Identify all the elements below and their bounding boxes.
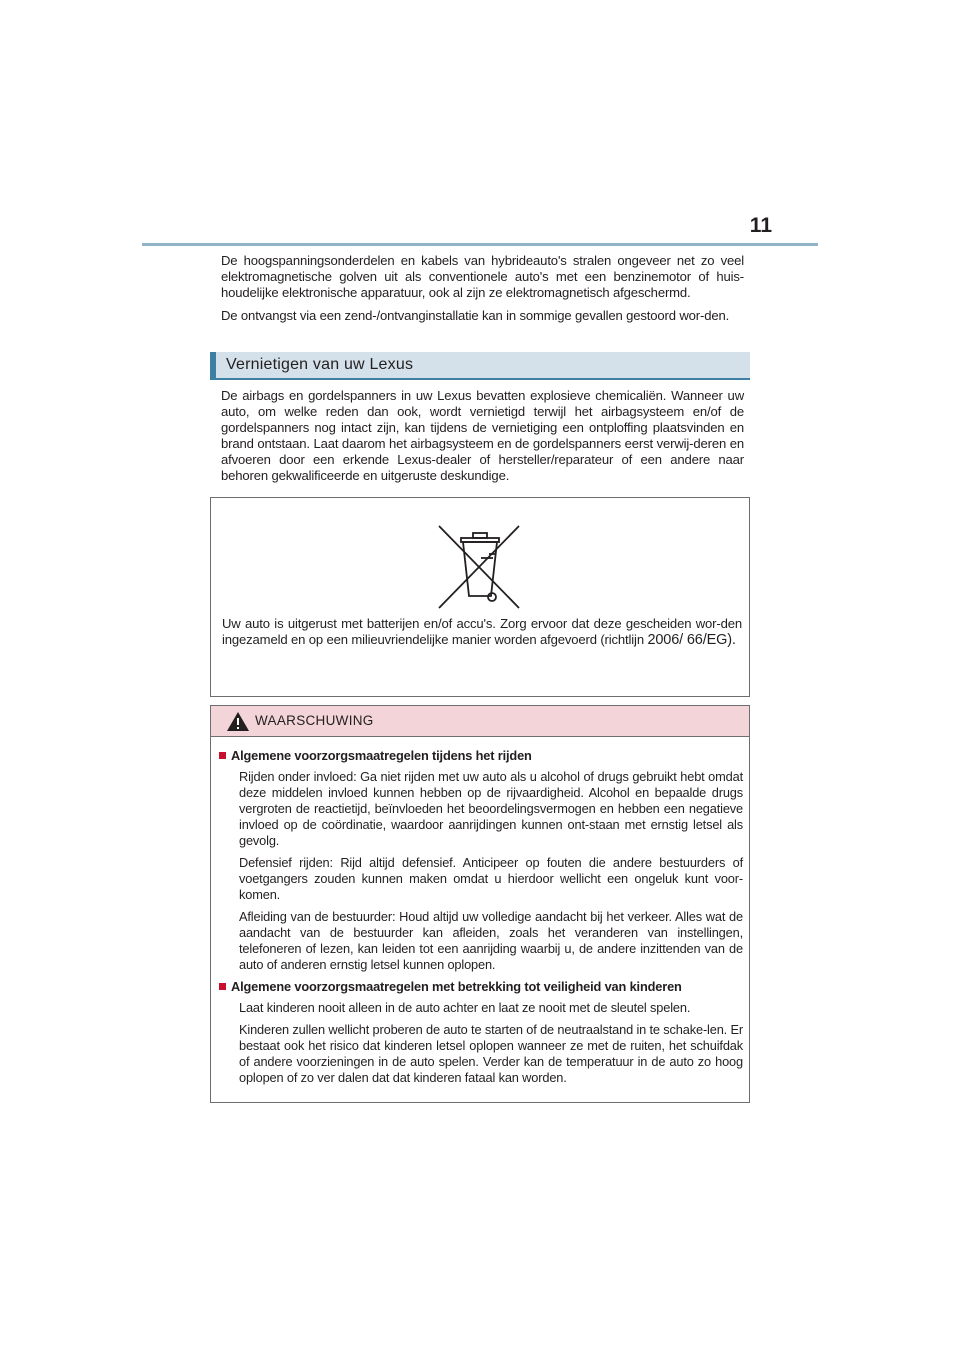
warning-paragraph: Kinderen zullen wellicht proberen de auto te starten of de neutraalstand in te schake-len. Er bestaat ook het risico dat kinderen letsel oplopen wanneer ze met de ruiten, het schuifdak of andere voorzieningen in de auto spelen. Verder kan de temperatuur in de auto zo hoog oplopen of zo ver dalen dat dat kinderen fataal kan worden. xyxy=(239,1022,743,1085)
crossed-out-wheelie-bin-icon xyxy=(437,524,523,610)
red-square-bullet-icon xyxy=(219,983,226,990)
warning-header xyxy=(211,706,749,737)
warning-paragraph: Laat kinderen nooit alleen in de auto achter en laat ze nooit met de sleutel spelen. xyxy=(239,1000,691,1015)
warning-subheading-text: Algemene voorzorgsmaatregelen met betrekking tot veiligheid van kinderen xyxy=(231,979,682,994)
intro-paragraph: De ontvangst via een zend-/ontvanginstallatie kan in sommige gevallen gestoord wor-den. xyxy=(221,308,730,323)
warning-triangle-icon xyxy=(227,712,249,731)
section-heading-bar xyxy=(210,352,750,380)
intro-paragraph: De hoogspanningsonderdelen en kabels van hybrideauto's stralen ongeveer net zo veel elektromagnetische golven uit als conventionele auto's met een benzinemotor of huis-houdelijke elektronische apparatuur, ook al zijn ze elektromagnetisch afgeschermd. xyxy=(221,253,744,300)
red-square-bullet-icon xyxy=(219,752,226,759)
battery-disposal-box xyxy=(210,497,750,697)
warning-subheading-text: Algemene voorzorgsmaatregelen tijdens het rijden xyxy=(231,748,532,763)
warning-subheading-driving xyxy=(219,748,743,764)
warning-box xyxy=(210,705,750,1103)
page-number: 11 xyxy=(749,214,772,237)
header-rule xyxy=(142,243,818,246)
battery-disposal-sentence: Uw auto is uitgerust met batterijen en/of accu's. Zorg ervoor dat deze gescheiden wor-den ingezameld en op een milieuvriendelijke manier worden afgevoerd (richtlijn xyxy=(222,616,742,647)
section-body xyxy=(221,388,744,491)
warning-title: WAARSCHUWING xyxy=(255,713,374,728)
warning-paragraph: Rijden onder invloed: Ga niet rijden met uw auto als u alcohol of drugs gebruikt hebt omdat deze middelen invloed kunnen hebben op de rijvaardigheid. Alcohol en bepaalde drugs vergroten de reactietijd, beïnvloeden het beoordelingsvermogen en hebben een negatieve invloed op de coördinatie, waardoor aanrijdingen kunnen ont-staan met ernstig letsel als gevolg. xyxy=(239,769,743,848)
warning-subheading-children xyxy=(219,979,743,995)
intro-text xyxy=(221,253,744,331)
battery-disposal-text xyxy=(222,616,742,648)
section-paragraph: De airbags en gordelspanners in uw Lexus bevatten explosieve chemicaliën. Wanneer uw auto, om welke reden dan ook, wordt vernietigd terwijl het airbagsysteem en/of de gordelspanners nog intact zijn, kan tijdens de vernietiging een ontploffing plaatsvinden en brand ontstaan. Laat daarom het airbagsysteem en de gordelspanners eerst verwij-deren en afvoeren door een erkende Lexus-dealer of hersteller/reparateur of een andere naar behoren gekwalificeerde en uitgeruste deskundige. xyxy=(221,388,744,483)
warning-paragraph: Afleiding van de bestuurder: Houd altijd uw volledige aandacht bij het verkeer. Alles wat de aandacht van de bestuurder kan afleiden, zoals het veranderen van instellingen, telefoneren of lezen, kan leiden tot een aanrijding waarbij u, de andere inzittenden van de auto of anderen ernstig letsel kunnen oplopen. xyxy=(239,909,743,972)
warning-paragraph: Defensief rijden: Rijd altijd defensief. Anticipeer op fouten die andere bestuurders of voetgangers zouden kunnen maken omdat u hierdoor wellicht een ongeluk kunt voor-komen. xyxy=(239,855,743,902)
warning-body xyxy=(219,748,743,1092)
section-title: Vernietigen van uw Lexus xyxy=(226,356,414,373)
directive-reference: 2006/ 66/EG). xyxy=(647,632,736,648)
